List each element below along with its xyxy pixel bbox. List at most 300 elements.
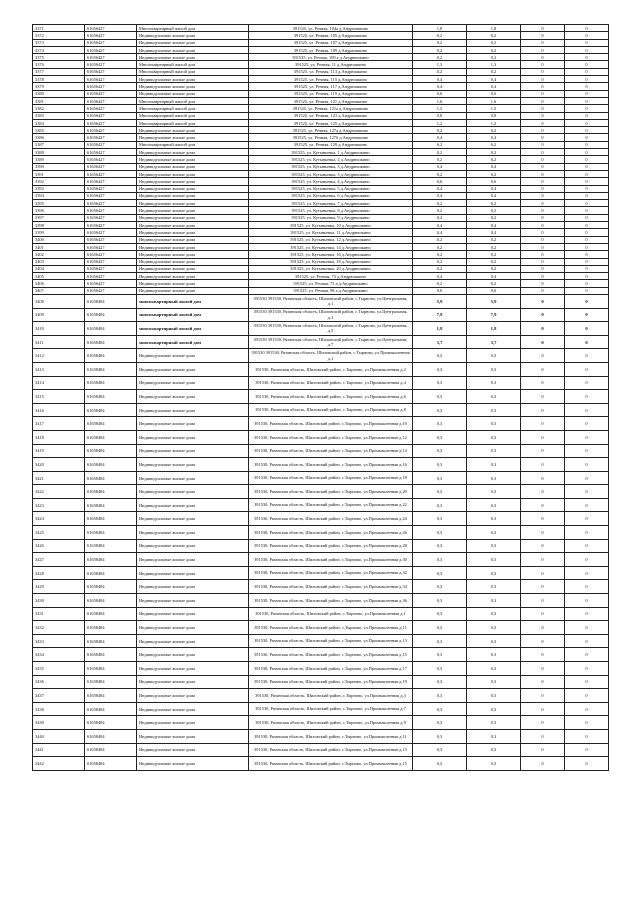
address: 391530, Рязанская область, Шиловский район, с.Тырново, ул.Промышленная д.10 xyxy=(249,417,413,431)
value-1: 0,3 xyxy=(413,539,467,553)
address: 391530, Рязанская область, Шиловский район, с.Тырново, ул.Промышленная д.34 xyxy=(249,580,413,594)
value-1: 0,2 xyxy=(413,68,467,75)
address: 391525, ул. Речная, 109 д.Андрюшкино xyxy=(249,46,413,53)
table-row xyxy=(33,185,609,192)
building-type: Многоквартирный жилой дом xyxy=(137,105,249,112)
value-2: 0,3 xyxy=(467,689,521,703)
value-1: 1,8 xyxy=(413,322,467,336)
address: 391530, Рязанская область, Шиловский район, с.Тырново, ул.Промышленная д.7 xyxy=(249,702,413,716)
value-3: 0 xyxy=(521,68,565,75)
value-3: 0 xyxy=(521,675,565,689)
row-number: 3382 xyxy=(33,105,85,112)
row-number: 3440 xyxy=(33,729,85,743)
row-number: 3376 xyxy=(33,61,85,68)
value-3: 0 xyxy=(521,553,565,567)
building-type: Индивидуальные жилые дома xyxy=(137,539,249,553)
value-1: 0,3 xyxy=(413,621,467,635)
building-type: Индивидуальные жилые дома xyxy=(137,648,249,662)
value-2: 0,3 xyxy=(467,634,521,648)
address: 391530, Рязанская область, Шиловский район, с.Тырново, ул.Промышленная д.16 xyxy=(249,458,413,472)
value-2: 0,6 xyxy=(467,178,521,185)
value-1: 0,3 xyxy=(413,634,467,648)
row-number: 3433 xyxy=(33,634,85,648)
table-row xyxy=(33,178,609,185)
oktmo-code: 61656427 xyxy=(85,243,137,250)
building-type: Многоквартирный жилой дом xyxy=(137,141,249,148)
table-row xyxy=(33,566,609,580)
value-3: 0 xyxy=(521,539,565,553)
address: 391530, Рязанская область, Шиловский район, с.Тырново, ул.Промышленная д.13 xyxy=(249,634,413,648)
value-2: 6,2 xyxy=(467,141,521,148)
value-4: 0 xyxy=(565,251,609,258)
value-2: 0,4 xyxy=(467,185,521,192)
address: 391525, ул. Кутыньевка, 4 д.Андрюшкино xyxy=(249,178,413,185)
value-2: 0,2 xyxy=(467,170,521,177)
table-body xyxy=(33,25,609,771)
address: 391530, Рязанская область, Шиловский район, с.Тырново, ул.Промышленная д.18 xyxy=(249,471,413,485)
value-3: 0 xyxy=(521,156,565,163)
value-1: 0,3 xyxy=(413,349,467,363)
table-row xyxy=(33,648,609,662)
table-row xyxy=(33,689,609,703)
row-number: 3390 xyxy=(33,163,85,170)
oktmo-code: 61658484 xyxy=(85,294,137,308)
row-number: 3387 xyxy=(33,141,85,148)
building-type: Индивидуальные жилые дома xyxy=(137,458,249,472)
value-4: 0 xyxy=(565,458,609,472)
oktmo-code: 61656427 xyxy=(85,90,137,97)
table-row xyxy=(33,335,609,349)
address: 391530, Рязанская область, Шиловский район, с.Тырново, ул.Промышленная д.32 xyxy=(249,566,413,580)
building-type: Индивидуальные жилые дома xyxy=(137,403,249,417)
value-4: 0 xyxy=(565,430,609,444)
value-1: 0,4 xyxy=(413,163,467,170)
value-3: 0 xyxy=(521,46,565,53)
value-3: 0 xyxy=(521,236,565,243)
value-2: 0,2 xyxy=(467,39,521,46)
value-4: 0 xyxy=(565,68,609,75)
value-1: 0,3 xyxy=(413,485,467,499)
value-1: 0,3 xyxy=(413,702,467,716)
address: 391525, ул. Кутыньевка, 5 д.Андрюшкино xyxy=(249,185,413,192)
value-3: 0 xyxy=(521,743,565,757)
building-type: Индивидуальные жилые дома xyxy=(137,743,249,757)
building-type: Индивидуальные жилые дома xyxy=(137,170,249,177)
row-number: 3393 xyxy=(33,185,85,192)
oktmo-code: 61658484 xyxy=(85,689,137,703)
oktmo-code: 61658484 xyxy=(85,675,137,689)
value-4: 0 xyxy=(565,273,609,280)
value-2: 1,3 xyxy=(467,61,521,68)
value-1: 0,3 xyxy=(413,607,467,621)
row-number: 3430 xyxy=(33,594,85,608)
value-3: 0 xyxy=(521,222,565,229)
value-4: 0 xyxy=(565,105,609,112)
value-1: 0,2 xyxy=(413,39,467,46)
building-type: Индивидуальные жилые дома xyxy=(137,185,249,192)
building-type: Многоквартирный жилой дом xyxy=(137,68,249,75)
value-3: 0 xyxy=(521,458,565,472)
value-1: 1,6 xyxy=(413,97,467,104)
value-1: 0,4 xyxy=(413,134,467,141)
oktmo-code: 61656427 xyxy=(85,207,137,214)
table-row xyxy=(33,46,609,53)
address: 391530 391530, Рязанская область, Шиловский район, с.Тырново, ул.Центральная, д.3 xyxy=(249,308,413,322)
building-type: Индивидуальные жилые дома xyxy=(137,243,249,250)
value-3: 0 xyxy=(521,580,565,594)
address: 391525, ул. Речная, 127а д.Андрюшкино xyxy=(249,127,413,134)
value-3: 0 xyxy=(521,430,565,444)
table-row xyxy=(33,90,609,97)
building-type: Индивидуальные жилые дома xyxy=(137,163,249,170)
table-row xyxy=(33,675,609,689)
row-number: 3414 xyxy=(33,376,85,390)
value-1: 1,2 xyxy=(413,119,467,126)
oktmo-code: 61658484 xyxy=(85,566,137,580)
address: 391525, ул. Кутыньевка, 9 д.Андрюшкино xyxy=(249,214,413,221)
address: 391530, Рязанская область, Шиловский район, с.Тырново, ул.Промышленная д.4 xyxy=(249,376,413,390)
value-4: 0 xyxy=(565,236,609,243)
value-2: 1,6 xyxy=(467,97,521,104)
building-type: Индивидуальные жилые дома xyxy=(137,621,249,635)
oktmo-code: 61658484 xyxy=(85,526,137,540)
row-number: 3403 xyxy=(33,258,85,265)
row-number: 3436 xyxy=(33,675,85,689)
oktmo-code: 61658484 xyxy=(85,376,137,390)
oktmo-code: 61658484 xyxy=(85,580,137,594)
address: 391530, Рязанская область, Шиловский район, с.Тырново, ул.Промышленная д.8 xyxy=(249,403,413,417)
value-1: 6,2 xyxy=(413,141,467,148)
row-number: 3391 xyxy=(33,170,85,177)
value-1: 0,2 xyxy=(413,243,467,250)
row-number: 3438 xyxy=(33,702,85,716)
row-number: 3381 xyxy=(33,97,85,104)
table-row xyxy=(33,376,609,390)
table-row xyxy=(33,716,609,730)
value-2: 0,3 xyxy=(467,526,521,540)
address: 391530, Рязанская область, Шиловский район, с.Тырново, ул.Промышленная д.15 xyxy=(249,648,413,662)
oktmo-code: 61658484 xyxy=(85,362,137,376)
value-4: 0 xyxy=(565,757,609,771)
value-4: 0 xyxy=(565,156,609,163)
value-4: 0 xyxy=(565,54,609,61)
value-3: 0 xyxy=(521,349,565,363)
value-3: 0 xyxy=(521,32,565,39)
building-type: Индивидуальные жилые дома xyxy=(137,178,249,185)
address: 391530, Рязанская область, Шиловский район, с.Тырново, ул.Промышленная д.2 xyxy=(249,362,413,376)
address: 391530, Рязанская область, Шиловский район, с.Тырново, ул.Промышленная д.26 xyxy=(249,526,413,540)
building-type: Индивидуальные жилые дома xyxy=(137,280,249,287)
building-type: Индивидуальные жилые дома xyxy=(137,83,249,90)
building-type: Многоквартирный жилой дом xyxy=(137,61,249,68)
value-1: 0,3 xyxy=(413,471,467,485)
value-1: 0,2 xyxy=(413,156,467,163)
oktmo-code: 61656427 xyxy=(85,178,137,185)
oktmo-code: 61656427 xyxy=(85,200,137,207)
row-number: 3401 xyxy=(33,243,85,250)
row-number: 3392 xyxy=(33,178,85,185)
address: 391530, Рязанская область, Шиловский район, с.Тырново, ул.Промышленная д.11 xyxy=(249,621,413,635)
value-2: 0,3 xyxy=(467,648,521,662)
address: 391525, ул. Кутыньевка, 12 д.Андрюшкино xyxy=(249,236,413,243)
value-2: 0,3 xyxy=(467,580,521,594)
building-type: Индивидуальные жилые дома xyxy=(137,702,249,716)
value-4: 0 xyxy=(565,512,609,526)
building-type: Индивидуальные жилые дома xyxy=(137,287,249,294)
value-3: 0 xyxy=(521,83,565,90)
value-3: 0 xyxy=(521,134,565,141)
building-type: Индивидуальные жилые дома xyxy=(137,444,249,458)
building-type: Индивидуальные жилые дома xyxy=(137,200,249,207)
value-1: 0,2 xyxy=(413,214,467,221)
value-4: 0 xyxy=(565,149,609,156)
row-number: 3398 xyxy=(33,222,85,229)
value-4: 0 xyxy=(565,141,609,148)
building-type: Индивидуальные жилые дома xyxy=(137,46,249,53)
value-3: 0 xyxy=(521,76,565,83)
table-row xyxy=(33,485,609,499)
table-row xyxy=(33,76,609,83)
value-3: 0 xyxy=(521,97,565,104)
value-4: 0 xyxy=(565,335,609,349)
oktmo-code: 61656427 xyxy=(85,39,137,46)
row-number: 3431 xyxy=(33,607,85,621)
row-number: 3372 xyxy=(33,32,85,39)
value-2: 0,2 xyxy=(467,200,521,207)
value-3: 0 xyxy=(521,729,565,743)
address: 391525, ул. Кутыньевка, 10 д.Андрюшкино xyxy=(249,222,413,229)
value-4: 0 xyxy=(565,594,609,608)
table-row xyxy=(33,236,609,243)
value-2: 0,3 xyxy=(467,390,521,404)
row-number: 3408 xyxy=(33,294,85,308)
value-1: 7,9 xyxy=(413,308,467,322)
row-number: 3441 xyxy=(33,743,85,757)
value-1: 0,3 xyxy=(413,757,467,771)
address: 391525, ул. Речная, 73 а д.Андрюшкино xyxy=(249,280,413,287)
oktmo-code: 61656427 xyxy=(85,83,137,90)
value-2: 0,3 xyxy=(467,539,521,553)
value-4: 0 xyxy=(565,243,609,250)
oktmo-code: 61658484 xyxy=(85,729,137,743)
value-3: 0 xyxy=(521,662,565,676)
oktmo-code: 61658484 xyxy=(85,634,137,648)
value-3: 0 xyxy=(521,444,565,458)
address: 391530, Рязанская область, Шиловский район, с.Тырново, ул.Промышленная д.14 xyxy=(249,444,413,458)
table-row xyxy=(33,702,609,716)
value-4: 0 xyxy=(565,214,609,221)
value-2: 0,3 xyxy=(467,430,521,444)
value-2: 0,2 xyxy=(467,54,521,61)
address: 391530, Рязанская область, Шиловский район, с.Тырново, ул.Промышленная д.9 xyxy=(249,716,413,730)
address: 391525, ул. Речная, 125 д.Андрюшкино xyxy=(249,119,413,126)
address: 391530, Рязанская область, Шиловский район, с.Тырново, ул.Промышленная д.6 xyxy=(249,390,413,404)
value-4: 0 xyxy=(565,265,609,272)
table-row xyxy=(33,97,609,104)
value-4: 0 xyxy=(565,46,609,53)
value-1: 0,3 xyxy=(413,403,467,417)
oktmo-code: 61658484 xyxy=(85,553,137,567)
value-2: 0,2 xyxy=(467,32,521,39)
value-3: 0 xyxy=(521,417,565,431)
building-type: Индивидуальные жилые дома xyxy=(137,251,249,258)
building-type: Индивидуальные жилые дома xyxy=(137,716,249,730)
oktmo-code: 61656427 xyxy=(85,192,137,199)
value-2: 0,3 xyxy=(467,458,521,472)
value-2: 0,2 xyxy=(467,207,521,214)
row-number: 3432 xyxy=(33,621,85,635)
value-3: 0 xyxy=(521,716,565,730)
value-4: 0 xyxy=(565,729,609,743)
row-number: 3422 xyxy=(33,485,85,499)
value-2: 0,2 xyxy=(467,68,521,75)
building-type: Индивидуальные жилые дома xyxy=(137,127,249,134)
value-2: 0,2 xyxy=(467,149,521,156)
value-1: 0,2 xyxy=(413,54,467,61)
row-number: 3429 xyxy=(33,580,85,594)
value-2: 0,4 xyxy=(467,163,521,170)
oktmo-code: 61658484 xyxy=(85,349,137,363)
address: 391525, ул. Речная, 119 д.Андрюшкино xyxy=(249,90,413,97)
value-4: 0 xyxy=(565,61,609,68)
oktmo-code: 61658484 xyxy=(85,539,137,553)
building-type: Индивидуальные жилые дома xyxy=(137,90,249,97)
value-1: 0,2 xyxy=(413,32,467,39)
table-row xyxy=(33,662,609,676)
value-1: 0,2 xyxy=(413,258,467,265)
building-type: Индивидуальные жилые дома xyxy=(137,362,249,376)
value-1: 0,4 xyxy=(413,76,467,83)
row-number: 3397 xyxy=(33,214,85,221)
value-3: 0 xyxy=(521,149,565,156)
value-3: 0 xyxy=(521,54,565,61)
row-number: 3417 xyxy=(33,417,85,431)
address: 391525, ул. Кутыньевка, 3 д.Андрюшкино xyxy=(249,170,413,177)
value-4: 0 xyxy=(565,112,609,119)
oktmo-code: 61656427 xyxy=(85,149,137,156)
building-type: Многоквартирный жилой дом xyxy=(137,119,249,126)
address: 391525, ул. Речная, 107 д.Андрюшкино xyxy=(249,39,413,46)
row-number: 3374 xyxy=(33,46,85,53)
table-row xyxy=(33,621,609,635)
value-4: 0 xyxy=(565,134,609,141)
address: 391525, ул. Кутыньевка, 18 д.Андрюшкино xyxy=(249,258,413,265)
value-2: 0,3 xyxy=(467,403,521,417)
value-3: 0 xyxy=(521,702,565,716)
row-number: 3424 xyxy=(33,512,85,526)
building-type: Индивидуальные жилые дома xyxy=(137,54,249,61)
table-row xyxy=(33,32,609,39)
value-3: 0 xyxy=(521,141,565,148)
value-4: 0 xyxy=(565,170,609,177)
address: 391525, ул. Речная, 121а д.Андрюшкино xyxy=(249,105,413,112)
value-4: 0 xyxy=(565,716,609,730)
oktmo-code: 61658484 xyxy=(85,702,137,716)
building-type: Индивидуальные жилые дома xyxy=(137,39,249,46)
table-row xyxy=(33,119,609,126)
value-4: 0 xyxy=(565,526,609,540)
building-type: Индивидуальные жилые дома xyxy=(137,634,249,648)
building-type: Индивидуальные жилые дома xyxy=(137,471,249,485)
building-type: Индивидуальные жилые дома xyxy=(137,207,249,214)
value-1: 0,2 xyxy=(413,236,467,243)
value-4: 0 xyxy=(565,702,609,716)
value-2: 1,5 xyxy=(467,105,521,112)
row-number: 3380 xyxy=(33,90,85,97)
value-4: 0 xyxy=(565,222,609,229)
oktmo-code: 61656427 xyxy=(85,280,137,287)
oktmo-code: 61658484 xyxy=(85,621,137,635)
row-number: 3406 xyxy=(33,280,85,287)
value-1: 0,4 xyxy=(413,192,467,199)
table-row xyxy=(33,349,609,363)
value-1: 0,3 xyxy=(413,376,467,390)
table-row xyxy=(33,214,609,221)
value-4: 0 xyxy=(565,675,609,689)
value-1: 0,2 xyxy=(413,280,467,287)
value-1: 0,3 xyxy=(413,512,467,526)
value-4: 0 xyxy=(565,280,609,287)
oktmo-code: 61656427 xyxy=(85,68,137,75)
value-3: 0 xyxy=(521,512,565,526)
row-number: 3419 xyxy=(33,444,85,458)
value-1: 1,5 xyxy=(413,105,467,112)
value-3: 0 xyxy=(521,757,565,771)
building-type: многоквартирный жилой дом xyxy=(137,335,249,349)
value-1: 0,2 xyxy=(413,170,467,177)
value-3: 0 xyxy=(521,621,565,635)
value-2: 0,3 xyxy=(467,349,521,363)
building-type: Индивидуальные жилые дома xyxy=(137,149,249,156)
value-3: 0 xyxy=(521,90,565,97)
oktmo-code: 61656427 xyxy=(85,170,137,177)
oktmo-code: 61658484 xyxy=(85,757,137,771)
value-1: 0,3 xyxy=(413,580,467,594)
table-row xyxy=(33,287,609,294)
value-4: 0 xyxy=(565,207,609,214)
value-1: 0,4 xyxy=(413,83,467,90)
value-4: 0 xyxy=(565,163,609,170)
address: 391530, Рязанская область, Шиловский район, с.Тырново, ул.Промышленная д.24 xyxy=(249,512,413,526)
value-1: 0,3 xyxy=(413,526,467,540)
value-1: 0,4 xyxy=(413,222,467,229)
row-number: 3435 xyxy=(33,662,85,676)
value-3: 0 xyxy=(521,207,565,214)
building-type: Индивидуальные жилые дома xyxy=(137,689,249,703)
building-type: Индивидуальные жилые дома xyxy=(137,376,249,390)
oktmo-code: 61656427 xyxy=(85,236,137,243)
oktmo-code: 61658484 xyxy=(85,662,137,676)
row-number: 3407 xyxy=(33,287,85,294)
value-1: 0,3 xyxy=(413,689,467,703)
address: 391525, ул. Кутыньевка, 1 д.Андрюшкино xyxy=(249,149,413,156)
value-3: 0 xyxy=(521,280,565,287)
oktmo-code: 61656427 xyxy=(85,54,137,61)
value-3: 0 xyxy=(521,390,565,404)
address: 391530, Рязанская область, Шиловский район, с.Тырново, ул.Промышленная д.22 xyxy=(249,498,413,512)
value-3: 0 xyxy=(521,243,565,250)
table-row xyxy=(33,61,609,68)
oktmo-code: 61656427 xyxy=(85,112,137,119)
table-row xyxy=(33,149,609,156)
value-3: 0 xyxy=(521,214,565,221)
row-number: 3423 xyxy=(33,498,85,512)
value-2: 0,3 xyxy=(467,757,521,771)
table-row xyxy=(33,258,609,265)
oktmo-code: 61656427 xyxy=(85,222,137,229)
value-1: 0,3 xyxy=(413,662,467,676)
building-type: Индивидуальные жилые дома xyxy=(137,757,249,771)
